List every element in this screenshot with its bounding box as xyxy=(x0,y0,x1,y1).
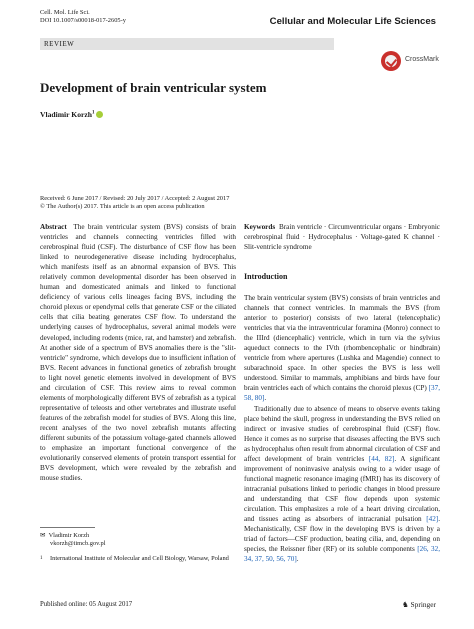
affil-number: 1 xyxy=(40,556,43,561)
keywords-label: Keywords xyxy=(244,223,276,231)
publisher-logo xyxy=(402,600,436,609)
section-bar xyxy=(40,38,334,50)
running-header xyxy=(40,9,126,25)
citation-link[interactable]: [37, 58, 80] xyxy=(244,384,440,403)
publisher-name: Springer xyxy=(410,600,436,609)
citation-link[interactable]: [44, 82] xyxy=(368,454,395,463)
abstract-text: The brain ventricular system (BVS) consists of brain ventricles and channels connecting ventricles filled with cerebrospinal fluid (CSF). The disturbance of CSF flow has been linked to neurodegenerative disease including hydrocephalus, which manifests itself as an abnormal expansion of BVS. This relatively common developmental disorder has been observed in human and domesticated animals and linked to functional deficiency of various cells lineages facing BVS, including the choroid plexus or ependymal cells that generate CSF or the ciliated cells that cilia beating generates CSF flow. To understand the underlying causes of hydrocephalus, several animal models were developed, including rodents (mice, rat, and hamster) and zebrafish. At another side of a spectrum of BVS anomalies there is the "slit-ventricle" syndrome, which develops due to insufficient inflation of BVS. Recent advances in functional genetics of zebrafish brought to light novel genetic elements involved in development of BVS and circulation of CSF. This review aims to reveal common elements of morphologically different BVS of zebrafish as a typical representative of teleosts and other vertebrates and illustrate useful features of the zebrafish model for studies of BVS. Along this line, recent analyses of the two novel zebrafish mutants affecting different subunits of the potassium voltage-gated channels allowed to emphasize an important functional convergence of the evolutionarily conserved elements of protein transport essential for BVS development, which were revealed by the zebrafish and mouse studies. xyxy=(40,223,237,483)
corresponding-author: Vladimir Korzh xyxy=(48,532,90,539)
journal-name: Cellular and Molecular Life Sciences xyxy=(269,16,436,27)
keywords xyxy=(244,222,440,252)
license-line: © The Author(s) 2017. This article is an open access publication xyxy=(40,203,205,211)
springer-horse-icon: ♞ xyxy=(402,600,409,609)
doi[interactable]: DOI 10.1007/s00018-017-2605-y xyxy=(40,17,126,25)
abstract xyxy=(40,222,236,483)
correspondence-footnote xyxy=(40,532,106,548)
article-dates xyxy=(40,195,229,212)
citation-link[interactable]: [26, 32, 34, 37, 50, 56, 70] xyxy=(244,545,440,564)
author-name: Vladimir Korzh xyxy=(40,110,92,119)
article-title: Development of brain ventricular system xyxy=(40,80,267,95)
dates-line: Received: 6 June 2017 / Revised: 20 July 2017 / Accepted: 2 August 2017 xyxy=(40,195,230,202)
author-line xyxy=(40,110,103,119)
keywords-text: Brain ventricle · Circumventricular organs · Embryonic cerebrospinal fluid · Hydrocephalus · Voltage-gated K channel · Slit-ventricle syndrome xyxy=(244,223,440,252)
introduction-body xyxy=(244,293,440,564)
envelope-icon: ✉ xyxy=(40,532,49,539)
affiliation-text: International Institute of Molecular and Cell Biology, Warsaw, Poland xyxy=(50,555,229,562)
section-label: REVIEW xyxy=(44,40,75,48)
citation-link[interactable]: [42] xyxy=(426,515,439,524)
orcid-icon[interactable] xyxy=(96,111,103,118)
crossmark-label: CrossMark xyxy=(405,56,439,63)
crossmark-icon xyxy=(381,51,401,71)
journal-abbrev: Cell. Mol. Life Sci. xyxy=(40,9,90,16)
crossmark-badge[interactable] xyxy=(381,51,441,73)
abstract-label: Abstract xyxy=(40,223,67,231)
author-superscript: 1 xyxy=(91,110,95,116)
introduction-heading: Introduction xyxy=(244,272,288,281)
intro-paragraph-1: The brain ventricular system (BVS) consists of brain ventricles and channels that connect ventricles. In mammals the BVS (from anterior to posterior) consists of two lateral (telencephalic) ventricles that via the intraventricular foramina (Monro) connect to the IIIrd (diencephalic) ventricle, which in turn via the sylvius aqueduct connects to the IVth (rhombencephalic or hindbrain) ventricle from where apertures (Lushka and Magendie) connect to subarachnoid space. In other species the BVS is less well understood. Similar to mammals, amphibians and birds have four brain ventricles each of which contains the choroid plexus (CP) [37, 58, 80]. xyxy=(244,294,440,403)
intro-paragraph-2: Traditionally due to absence of means to observe events taking place behind the skull, progress in understanding the BVS relied on indirect or invasive studies of cerebrospinal fluid (CSF) flow. Hence it comes as no surprise that diseases affecting the BVS such as hydrocephalus often result from abnormal circulation of CSF and affect development of brain ventricles [44, 82]. A significant improvement of noninvasive analysis owing to a wider usage of functional magnetic resonance imaging (fMRI) has its discovery of intracranial pulsations linked to periodic changes in blood pressure and understanding that CSF flow depends upon systemic circulation. This emphasizes a role of a heart driving circulation, and tissues acting as absorbers of intracranial pulsation [42]. Mechanistically, CSF flow in the developing BVS is driven by a triad of factors—CSF production, beating cilia, and, depending on species, the Reissner fiber (RF) or its soluble components [26, 32, 34, 37, 50, 56, 70]. xyxy=(244,404,440,564)
affiliation-footnote xyxy=(40,555,230,563)
email-link[interactable]: vkorzh@iimcb.gov.pl xyxy=(50,540,106,548)
footnote-divider xyxy=(40,527,95,528)
published-date: Published online: 05 August 2017 xyxy=(40,601,133,608)
